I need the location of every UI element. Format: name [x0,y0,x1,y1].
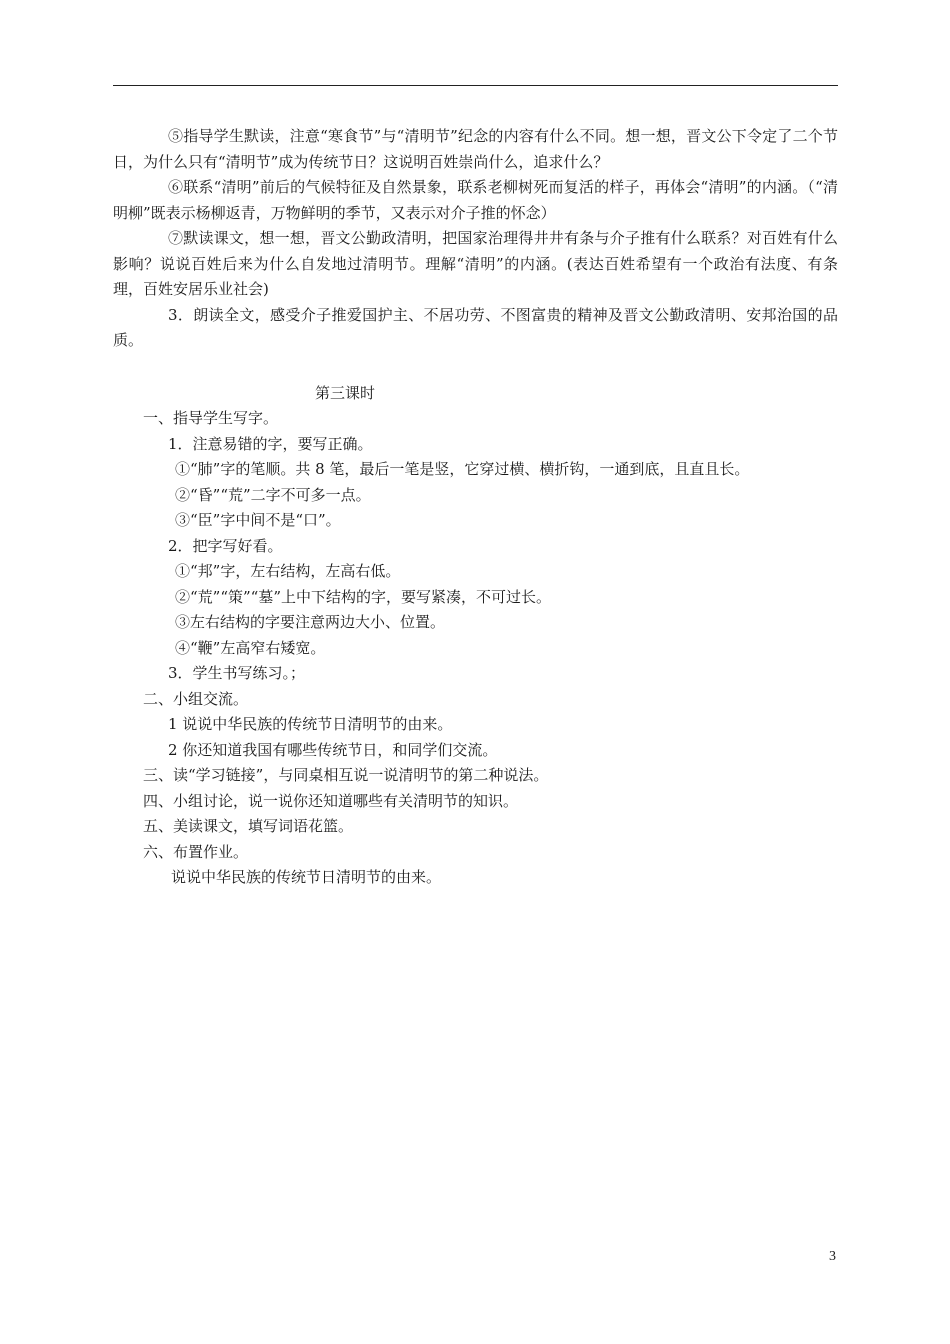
outline-item-2: 二、小组交流。 [143,689,249,708]
outline-item-2-2: 2 你还知道我国有哪些传统节日，和同学们交流。 [168,740,498,759]
outline-item-3: 三、读“学习链接”，与同桌相互说一说清明节的第二种说法。 [143,766,549,784]
outline-item-5: 五、美读课文，填写词语花篮。 [143,817,354,835]
outline-item-1-2: 2．把字写好看。 [168,536,283,555]
paragraph-step-5: ⑤指导学生默读，注意“寒食节”与“清明节”纪念的内容有什么不同。想一想，晋文公下令定了二个节日，为什么只有“清明节”成为传统节日？这说明百姓崇尚什么，追求什么？ [113,127,838,171]
outline-item-1-2-a: ①“邦”字，左右结构，左高右低。 [175,562,401,580]
outline-item-1-2-c: ③左右结构的字要注意两边大小、位置。 [175,613,446,631]
outline-item-1-3: 3．学生书写练习。； [168,664,306,682]
document-body [113,124,838,891]
outline-item-1: 一、指导学生写字。 [143,409,279,427]
outline-item-6: 六、布置作业。 [143,842,249,861]
header-rule [113,85,838,86]
page-number: 3 [829,1249,836,1264]
outline-item-1-1-c: ③“臣”字中间不是“口”。 [175,511,341,529]
section-title: 第三课时 [315,383,376,402]
outline-item-1-1-a: ①“肺”字的笔顺。共 8 笔，最后一笔是竖，它穿过横、横折钩，一通到底，且直且长。 [175,460,750,478]
outline-item-1-1-b: ②“昏”“荒”二字不可多一点。 [175,485,371,504]
paragraph-step-6: ⑥联系“清明”前后的气候特征及自然景象，联系老柳树死而复活的样子，再体会“清明”的内涵。（“清明柳”既表示杨柳返青，万物鲜明的季节，又表示对介子推的怀念） [113,178,838,222]
outline-item-2-1: 1 说说中华民族的传统节日清明节的由来。 [168,715,453,733]
outline-item-4: 四、小组讨论，说一说你还知道哪些有关清明节的知识。 [143,791,519,810]
paragraph-item-3: 3．朗读全文，感受介子推爱国护主、不居功劳、不图富贵的精神及晋文公勤政清明、安邦治国的品质。 [113,305,838,349]
section-spacer [113,354,838,381]
outline-item-1-1: 1．注意易错的字，要写正确。 [168,434,373,453]
outline-item-1-2-d: ④“鞭”左高窄右矮宽。 [175,638,326,657]
outline-item-1-2-b: ②“荒”“策”“墓”上中下结构的字，要写紧凑，不可过长。 [175,587,552,606]
homework-text: 说说中华民族的传统节日清明节的由来。 [171,868,442,886]
paragraph-step-7: ⑦默读课文，想一想，晋文公勤政清明，把国家治理得井井有条与介子推有什么联系？对百姓有什么影响？说说百姓后来为什么自发地过清明节。理解“清明”的内涵。(表达百姓希望有一个政治有法度、有条理，百姓安居乐业社会) [113,229,838,298]
